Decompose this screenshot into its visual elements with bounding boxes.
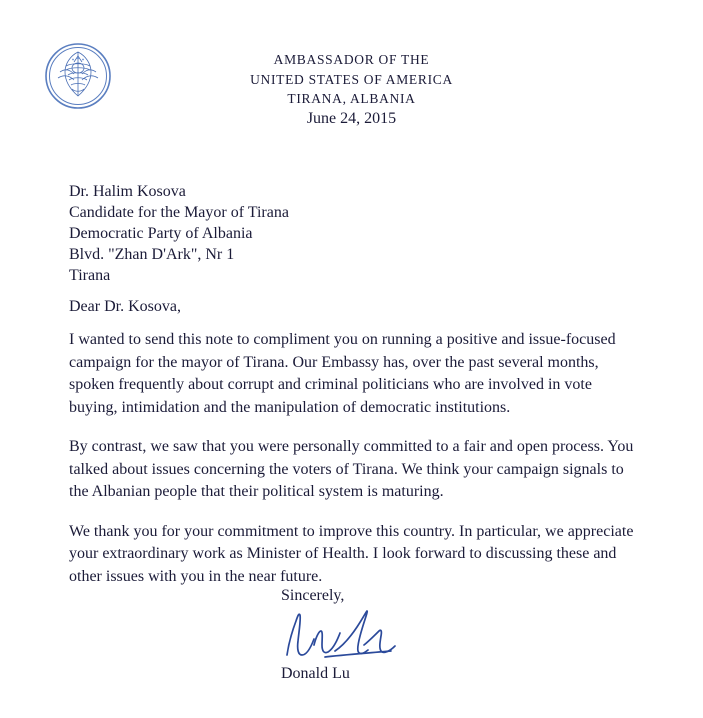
signer-name: Donald Lu bbox=[281, 665, 350, 682]
closing-line: Sincerely, bbox=[281, 587, 345, 604]
letterhead-line-2: UNITED STATES OF AMERICA bbox=[250, 71, 453, 87]
letter-date: June 24, 2015 bbox=[306, 110, 397, 127]
body-paragraph-1: I wanted to send this note to compliment you on running a positive and issue-focused campaign for the mayor of Tirana. Our Embassy has, over the past several months, spoken frequently about corrupt and criminal politicians who are involved in vote buying, intimidation and the manipulation of democratic institutions. bbox=[69, 331, 616, 416]
recipient-title: Candidate for the Mayor of Tirana bbox=[69, 204, 289, 222]
recipient-city: Tirana bbox=[69, 267, 111, 285]
recipient-street: Blvd. "Zhan D'Ark", Nr 1 bbox=[69, 246, 235, 264]
salutation: Dear Dr. Kosova, bbox=[69, 298, 181, 315]
letterhead bbox=[0, 50, 703, 109]
handwritten-signature-icon bbox=[263, 605, 413, 667]
letter-body bbox=[69, 329, 635, 588]
recipient-name: Dr. Halim Kosova bbox=[69, 183, 186, 200]
letterhead-line-3: TIRANA, ALBANIA bbox=[287, 91, 416, 107]
recipient-organization: Democratic Party of Albania bbox=[69, 225, 253, 243]
letterhead-line-1: AMBASSADOR OF THE bbox=[273, 52, 430, 67]
body-paragraph-3: We thank you for your commitment to improve this country. In particular, we appreciate your extraordinary work as Minister of Health. I look forward to discussing these and other issues with you in the near future. bbox=[69, 522, 634, 585]
recipient-address bbox=[69, 181, 289, 287]
body-paragraph-2: By contrast, we saw that you were personally committed to a fair and open process. You talked about issues concerning the voters of Tirana. We think your campaign signals to the Albanian people that their political system is maturing. bbox=[69, 438, 634, 501]
